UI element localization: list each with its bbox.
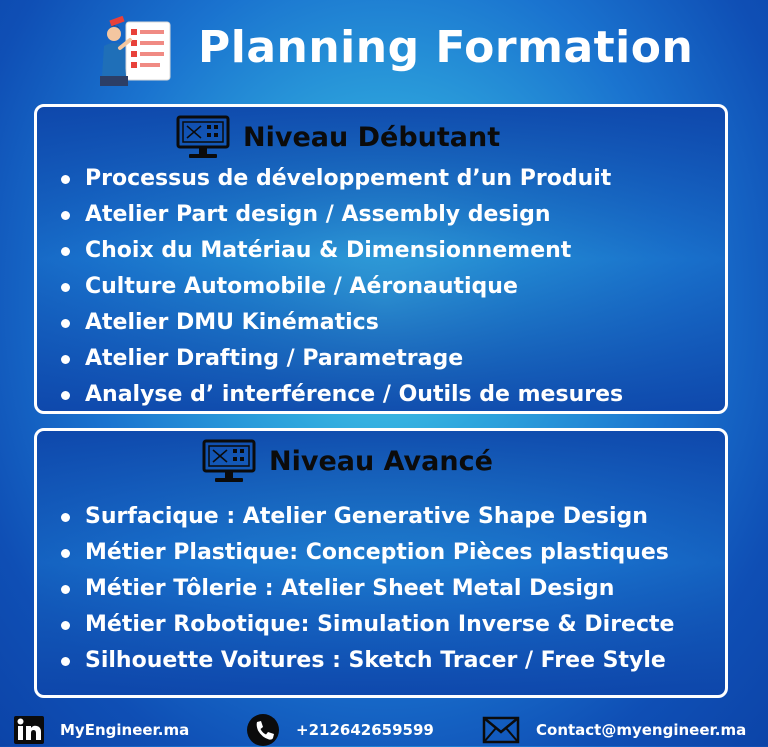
level-header — [201, 437, 493, 485]
level-panel-beginner — [34, 104, 728, 414]
list-item: Culture Automobile / Aéronautique — [59, 269, 623, 305]
footer — [0, 714, 768, 746]
page-title: Planning Formation — [198, 22, 694, 73]
level-title: Niveau Débutant — [243, 121, 501, 153]
phone-text: +212642659599 — [296, 721, 434, 739]
list-item: Atelier Part design / Assembly design — [59, 197, 623, 233]
list-item: Choix du Matériau & Dimensionnement — [59, 233, 623, 269]
list-item: Analyse d’ interférence / Outils de mesures — [59, 377, 623, 413]
topic-list — [59, 499, 674, 679]
linkedin-link[interactable] — [14, 714, 189, 746]
email-text: Contact@myengineer.ma — [536, 721, 747, 739]
level-header — [175, 113, 500, 161]
list-item: Atelier Drafting / Parametrage — [59, 341, 623, 377]
planning-checklist-illustration — [100, 16, 178, 88]
level-panel-advanced — [34, 428, 728, 698]
level-title: Niveau Avancé — [269, 445, 493, 477]
list-item: Métier Tôlerie : Atelier Sheet Metal Design — [59, 571, 674, 607]
header — [0, 14, 768, 94]
list-item: Atelier DMU Kinématics — [59, 305, 623, 341]
list-item: Silhouette Voitures : Sketch Tracer / Free Style — [59, 643, 674, 679]
topic-list — [59, 161, 623, 413]
linkedin-icon — [14, 716, 44, 744]
list-item: Métier Robotique: Simulation Inverse & Directe — [59, 607, 674, 643]
linkedin-text: MyEngineer.ma — [60, 721, 190, 739]
phone-link[interactable] — [246, 714, 434, 746]
envelope-icon — [482, 716, 520, 744]
email-link[interactable] — [482, 714, 746, 746]
list-item: Métier Plastique: Conception Pièces plastiques — [59, 535, 674, 571]
computer-blueprint-icon — [201, 438, 257, 484]
phone-icon — [246, 713, 280, 747]
list-item: Processus de développement d’un Produit — [59, 161, 623, 197]
list-item: Surfacique : Atelier Generative Shape Design — [59, 499, 674, 535]
computer-blueprint-icon — [175, 114, 231, 160]
